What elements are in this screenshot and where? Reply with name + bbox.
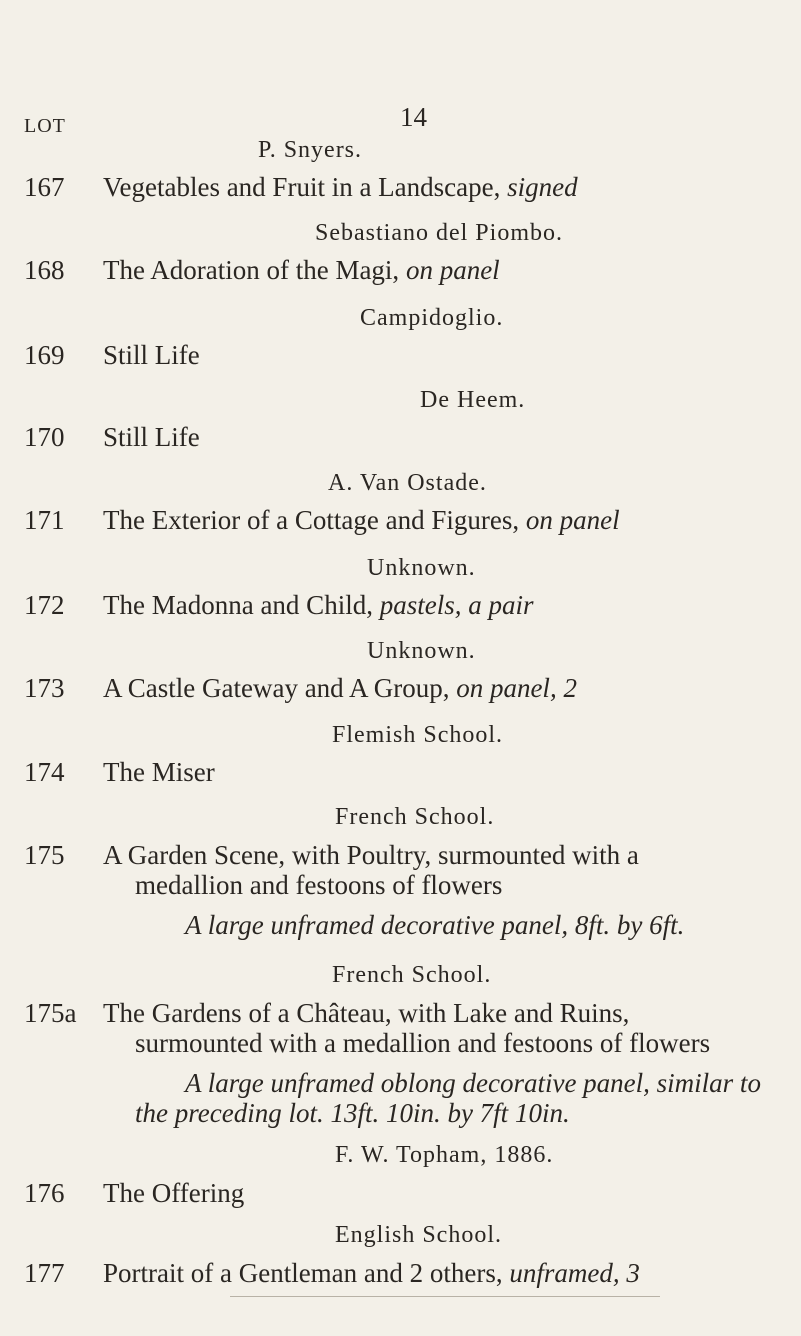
- artist-name: Unknown.: [367, 555, 476, 581]
- lot-title-continuation: surmounted with a medallion and festoons of flowers: [135, 1028, 711, 1058]
- lot-title: A Castle Gateway and A Group, on panel, 2: [103, 673, 577, 703]
- artist-name: English School.: [335, 1222, 503, 1248]
- lot-note-continuation: the preceding lot. 13ft. 10in. by 7ft 10in.: [135, 1098, 570, 1128]
- lot-column-heading: LOT: [24, 115, 66, 137]
- lot-title: The Offering: [103, 1178, 245, 1208]
- lot-title: Vegetables and Fruit in a Landscape, signed: [103, 172, 578, 202]
- lot-title: The Adoration of the Magi, on panel: [103, 255, 500, 285]
- lot-number: 168: [24, 255, 65, 285]
- lot-title: Still Life: [103, 422, 200, 452]
- artist-name: A. Van Ostade.: [328, 470, 487, 496]
- lot-number: 177: [24, 1258, 65, 1288]
- lot-title: The Exterior of a Cottage and Figures, on panel: [103, 505, 620, 535]
- page-number: 14: [400, 102, 427, 132]
- lot-title: Still Life: [103, 340, 200, 370]
- lot-number: 173: [24, 673, 65, 703]
- artist-name: Campidoglio.: [360, 305, 504, 331]
- lot-number: 169: [24, 340, 65, 370]
- lot-title: A Garden Scene, with Poultry, surmounted with a: [103, 840, 639, 870]
- artist-name: Sebastiano del Piombo.: [315, 220, 563, 246]
- section-divider: [230, 1296, 660, 1297]
- lot-title-continuation: medallion and festoons of flowers: [135, 870, 503, 900]
- lot-title: The Gardens of a Château, with Lake and Ruins,: [103, 998, 630, 1028]
- lot-number: 172: [24, 590, 65, 620]
- artist-name: Flemish School.: [332, 722, 504, 748]
- artist-name: De Heem.: [420, 387, 526, 413]
- lot-title: The Miser: [103, 757, 215, 787]
- artist-name: French School.: [332, 962, 492, 988]
- lot-title: The Madonna and Child, pastels, a pair: [103, 590, 534, 620]
- lot-note: A large unframed oblong decorative panel, similar to: [185, 1068, 761, 1098]
- lot-number: 174: [24, 757, 65, 787]
- lot-number: 175: [24, 840, 65, 870]
- artist-name: F. W. Topham, 1886.: [335, 1142, 554, 1168]
- artist-name: Unknown.: [367, 638, 476, 664]
- lot-number: 167: [24, 172, 65, 202]
- artist-name: French School.: [335, 804, 495, 830]
- lot-number: 170: [24, 422, 65, 452]
- lot-title: Portrait of a Gentleman and 2 others, unframed, 3: [103, 1258, 640, 1288]
- artist-name: P. Snyers.: [258, 137, 363, 163]
- lot-number: 171: [24, 505, 65, 535]
- lot-number: 175a: [24, 998, 77, 1028]
- lot-note: A large unframed decorative panel, 8ft. by 6ft.: [185, 910, 685, 940]
- lot-number: 176: [24, 1178, 65, 1208]
